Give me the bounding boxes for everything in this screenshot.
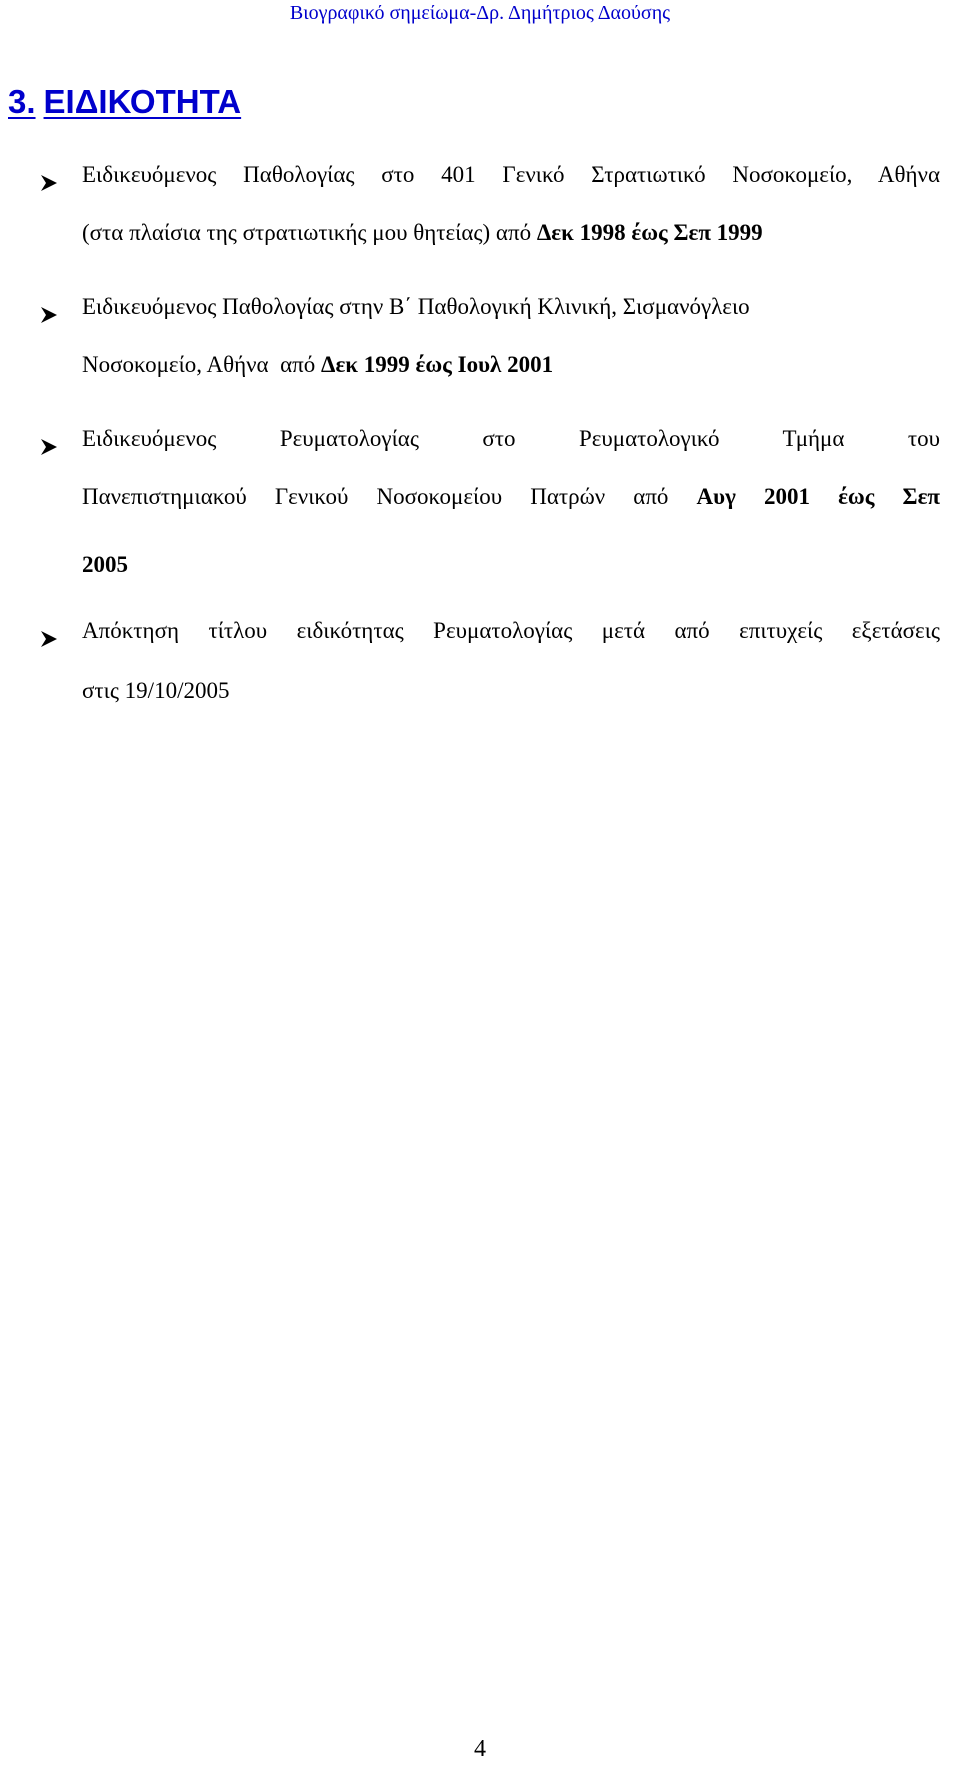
entry-dates: Αυγ 2001 έως Σεπ	[696, 484, 940, 509]
entry-line-2: στις 19/10/2005	[82, 678, 230, 703]
arrowhead-bullet-icon	[40, 630, 58, 648]
entry-line-1: Ειδικευόμενος Παθολογίας στην Β΄ Παθολογική Κλινική, Σισμανόγλειο	[82, 294, 750, 319]
entry-dates: Δεκ 1998 έως Σεπ 1999	[536, 220, 763, 245]
entry-text: Πανεπιστημιακού Γενικού Νοσοκομείου Πατρών από	[82, 484, 697, 509]
entry-line-2	[82, 350, 553, 380]
entry-line-1: Ειδικευόμενος Ρευματολογίας στο Ρευματολογικό Τμήμα του	[82, 426, 940, 451]
entry-line-2	[82, 218, 763, 248]
entry-line-1: Ειδικευόμενος Παθολογίας στο 401 Γενικό Στρατιωτικό Νοσοκομείο, Αθήνα	[82, 162, 940, 187]
page-number: 4	[474, 1736, 486, 1762]
arrowhead-bullet-icon	[40, 306, 58, 324]
section-number: 3.	[8, 83, 36, 120]
arrowhead-bullet-icon	[40, 174, 58, 192]
entry-line-3: 2005	[82, 552, 128, 577]
section-title: ΕΙΔΙΚΟΤΗΤΑ	[43, 83, 242, 120]
arrowhead-bullet-icon	[40, 438, 58, 456]
section-heading	[8, 80, 241, 124]
entry-text: (στα πλαίσια της στρατιωτικής μου θητείας) από	[82, 220, 537, 245]
entry-dates: Δεκ 1999 έως Ιουλ 2001	[321, 352, 554, 377]
entry-line-1: Απόκτηση τίτλου ειδικότητας Ρευματολογίας μετά από επιτυχείς εξετάσεις	[82, 618, 940, 643]
entry-text: Νοσοκομείο, Αθήνα από	[82, 352, 322, 377]
entry-line-2	[82, 482, 940, 512]
running-header: Βιογραφικό σημείωμα-Δρ. Δημήτριος Δαούσης	[289, 2, 671, 24]
